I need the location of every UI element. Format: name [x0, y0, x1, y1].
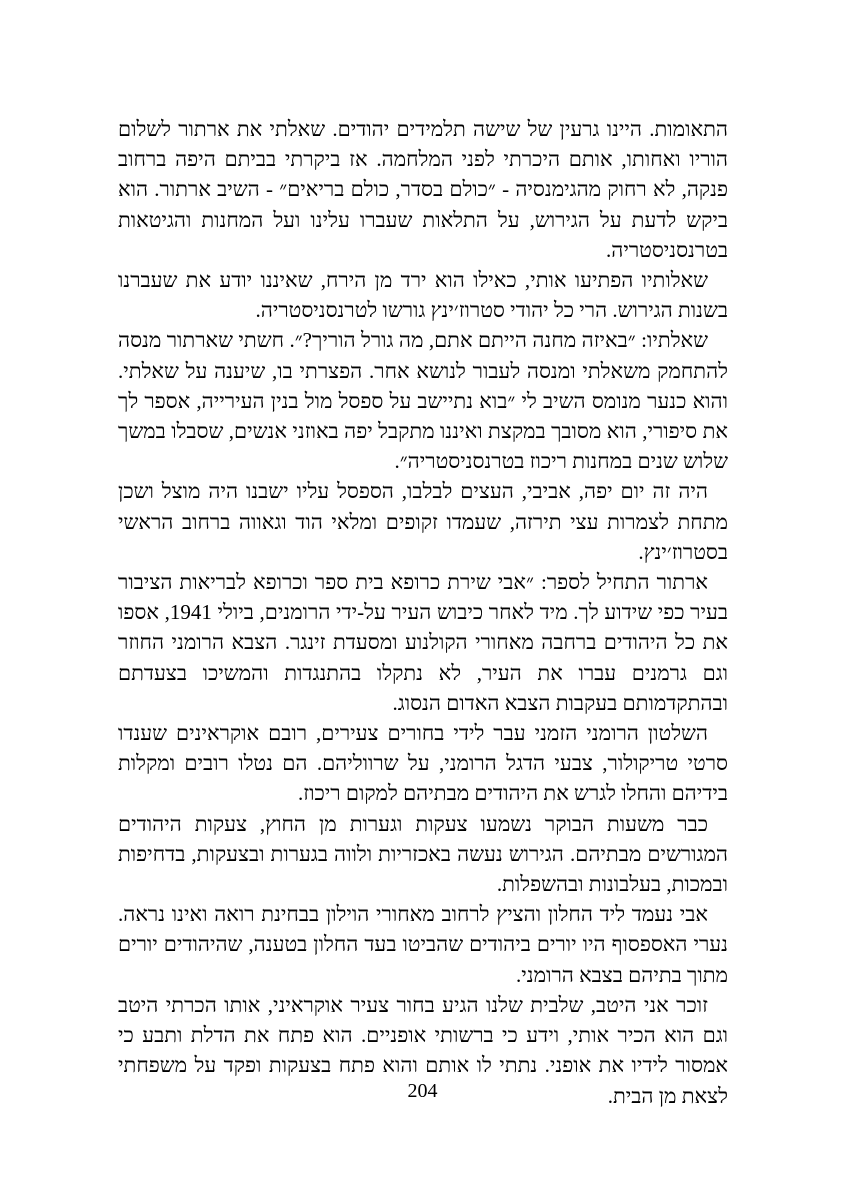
- paragraph: ארתור התחיל לספר: ״אבי שירת כרופא בית ספר וכרופא לבריאות הציבור בעיר כפי שידוע לך. מיד לאחר כיבוש העיר על-ידי הרומנים, ביולי 1941, אספו את כל היהודים ברחבה מאחורי הקולנוע ומסעדת זינגר. הצבא הרומני החוזר וגם גרמנים עברו את העיר, לא נתקלו בהתנגדות והמשיכו בצעדתם ובהתקדמותם בעקבות הצבא האדום הנסוג.: [118, 570, 728, 715]
- paragraph: אבי נעמד ליד החלון והציץ לרחוב מאחורי הוילון בבחינת רואה ואינו נראה. נערי האספסוף היו יורים ביהודים שהביטו בעד החלון בטענה, שהיהודים יורים מתוך בתיהם בצבא הרומני.: [118, 902, 728, 987]
- paragraph: היה זה יום יפה, אביבי, העצים לבלבו, הספסל עליו ישבנו היה מוצל ושכן מתחת לצמרות עצי תירזה, שעמדו זקופים ומלאי הוד וגאווה ברחוב הראשי בסטרוז׳ינץ.: [118, 479, 728, 564]
- paragraph: התאומות. היינו גרעין של שישה תלמידים יהודים. שאלתי את ארתור לשלום הוריו ואחותו, אותם היכרתי לפני המלחמה. אז ביקרתי בביתם היפה ברחוב פנקה, לא רחוק מהגימנסיה - ״כולם בסדר, כולם בריאים״ - השיב ארתור. הוא ביקש לדעת על הגירוש, על התלאות שעברו עלינו ועל המחנות והגיטאות בטרנסניסטריה.: [118, 117, 728, 262]
- body-text: [118, 114, 728, 1111]
- paragraph: השלטון הרומני הזמני עבר לידי בחורים צעירים, רובם אוקראינים שענדו סרטי טריקולור, צבעי הדגל הרומני, על שרווליהם. הם נטלו רובים ומקלות בידיהם והחלו לגרש את היהודים מבתיהם למקום ריכוז.: [118, 721, 728, 806]
- paragraph: כבר משעות הבוקר נשמעו צעקות וגערות מן החוץ, צעקות היהודים המגורשים מבתיהם. הגירוש נעשה באכזריות ולווה בגערות ובצעקות, בדחיפות ובמכות, בעלבונות ובהשפלות.: [118, 811, 728, 897]
- page-number: 204: [407, 1080, 438, 1102]
- paragraph: שאלותיו הפתיעו אותי, כאילו הוא ירד מן הירח, שאיננו יודע את שעברנו בשנות הגירוש. הרי כל יהודי סטרוז׳ינץ גורשו לטרנסניסטריה.: [118, 268, 728, 323]
- paragraph: זוכר אני היטב, שלבית שלנו הגיע בחור צעיר אוקראיני, אותו הכרתי היטב וגם הוא הכיר אותי, וידע כי ברשותי אופניים. הוא פתח את הדלת ותבע כי אמסור לידיו את אופני. נתתי לו אותם והוא פתח בצעקות ופקד על משפחתי לצאת מן הבית.: [118, 992, 728, 1108]
- paragraph: שאלתיו: ״באיזה מחנה הייתם אתם, מה גורל הוריך?״. חשתי שארתור מנסה להתחמק משאלתי ומנסה לעבור לנושא אחר. הפצרתי בו, שיענה על שאלתי. והוא כנער מנומס השיב לי ״בוא נתיישב על ספסל מול בנין העירייה, אספר לך את סיפורי, הוא מסובך במקצת ואיננו מתקבל יפה באוזני אנשים, שסבלו במשך שלוש שנים במחנות ריכוז בטרנסניסטריה״.: [118, 328, 728, 474]
